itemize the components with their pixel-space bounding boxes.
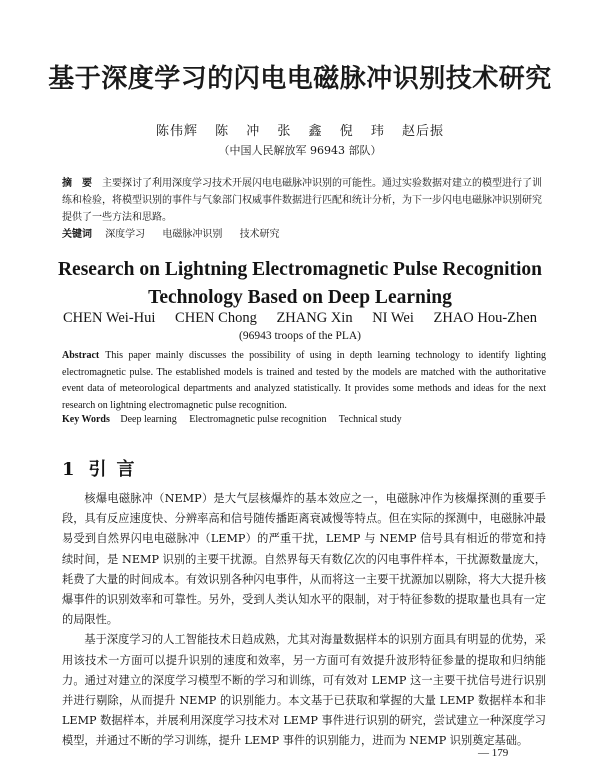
- chinese-keyword: 电磁脉冲识别: [162, 229, 223, 240]
- english-title-line-1: Research on Lightning Electromagnetic Pulse Recognition: [57, 259, 543, 280]
- body-text: [62, 489, 546, 752]
- english-affiliation: (96943 troops of the PLA): [238, 330, 361, 342]
- section-heading: [62, 455, 145, 481]
- english-author: NI Wei: [372, 310, 414, 326]
- chinese-keywords: [62, 225, 542, 240]
- page-number: — 179: [478, 747, 509, 759]
- chinese-abstract: [62, 175, 542, 226]
- english-authors: [0, 310, 600, 327]
- english-keywords: [62, 414, 546, 425]
- chinese-abstract-label: 摘 要: [62, 178, 92, 189]
- chinese-affiliation: （中国人民解放军 96943 部队）: [218, 144, 382, 157]
- english-title: [0, 256, 600, 312]
- english-author: ZHAO Hou-Zhen: [433, 310, 537, 326]
- english-abstract-label: Abstract: [62, 350, 100, 361]
- english-keyword: Deep learning: [120, 414, 177, 425]
- body-paragraph: 基于深度学习的人工智能技术日趋成熟，尤其对海量数据样本的识别方面具有明显的优势，采用该技术一方面可以提升识别的速度和效率，另一方面可有效提升波形特征参量的提取和归纳能力。通过对建立的深度学习模型不断的学习和训练，可有效对 LEMP 这一主要干扰信号进行识别并进行剔除，从而提升 NEMP 的识别能力。本文基于已获取和掌握的大量 LEMP 数据样本和非 LEMP 数据样本，并展利用深度学习技术对 LEMP 事件进行识别的研究，尝试建立一种深度学习模型，并通过不断的学习训练，提升 LEMP 事件的识别能力，进而为 NEMP 识别奠定基础。: [62, 633, 546, 748]
- section-title: 引言: [88, 459, 145, 480]
- chinese-authors: 陈伟辉 陈 冲 张 鑫 倪 玮 赵后振: [156, 124, 444, 139]
- chinese-abstract-text: 主要探讨了利用深度学习技术开展闪电电磁脉冲识别的可能性。通过实验数据对建立的模型进行了训练和检验，将模型识别的事件与气象部门权威事件数据进行匹配和统计分析，为下一步闪电电磁脉冲识别研究提供了一些方法和思路。: [62, 178, 542, 223]
- english-author: CHEN Wei-Hui: [63, 310, 156, 326]
- english-abstract: [62, 348, 546, 414]
- section-number: 1: [62, 459, 75, 480]
- english-keywords-label: Key Words: [62, 414, 110, 425]
- english-keyword: Technical study: [338, 414, 402, 425]
- chinese-keyword: 深度学习: [105, 229, 146, 240]
- english-author: ZHANG Xin: [276, 310, 353, 326]
- english-author: CHEN Chong: [175, 310, 257, 326]
- body-paragraph: 核爆电磁脉冲（NEMP）是大气层核爆炸的基本效应之一，电磁脉冲作为核爆探测的重要手段，具有反应速度快、分辨率高和信号随传播距离衰减慢等特点。但在实际的探测中，电磁脉冲最易受到自然界闪电电磁脉冲（LEMP）的严重干扰，LEMP 与 NEMP 信号具有相近的带宽和持续时间，是 NEMP 识别的主要干扰源。自然界每天有数亿次的闪电事件样本，干扰源数量庞大，耗费了大量的时间成本。有效识别各种闪电事件，从而将这一主要干扰源加以剔除，将大大提升核爆事件的识别效率和可靠性。另外，受到人类认知水平的限制，对于特征参数的提取量也具有一定的局限性。: [62, 492, 546, 627]
- chinese-title: 基于深度学习的闪电电磁脉冲识别技术研究: [48, 64, 552, 94]
- english-abstract-text: This paper mainly discusses the possibility of using in depth learning technology to identify lighting electromagnetic pulse. The established models is trained and tested by the models are matched with the authoritative event data of meteorological departments and analyzed statistically. It provides some methods and ideas for the next research on lightning electromagnetic pulse recognition.: [62, 350, 546, 411]
- english-keyword: Electromagnetic pulse recognition: [189, 414, 327, 425]
- chinese-keyword: 技术研究: [239, 229, 280, 240]
- english-title-line-2: Technology Based on Deep Learning: [148, 287, 452, 308]
- chinese-keywords-label: 关键词: [62, 229, 92, 240]
